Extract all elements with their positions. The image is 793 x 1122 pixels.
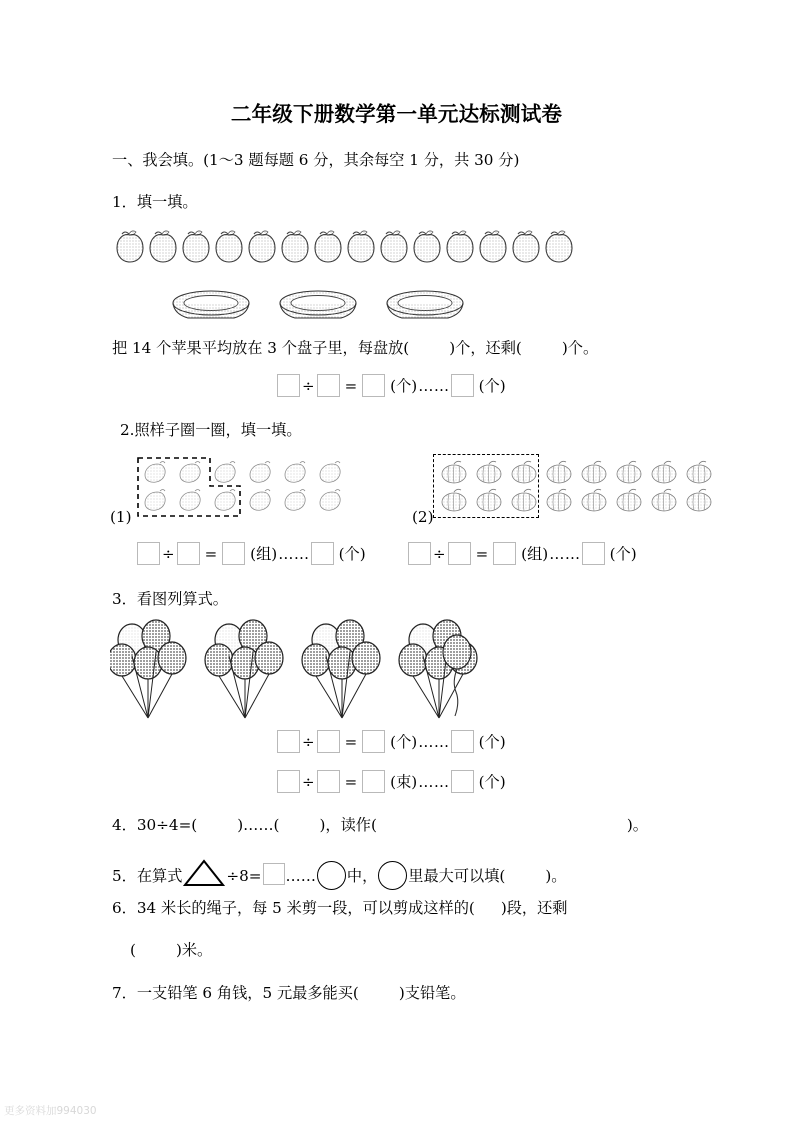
answer-box[interactable] — [277, 770, 300, 793]
pumpkin-icon — [647, 486, 682, 514]
question-6-line-1 — [112, 898, 568, 918]
q7-part-b: )支铅笔。 — [398, 984, 466, 1002]
equals-operator: = — [344, 772, 358, 791]
pumpkin-icon — [577, 458, 612, 486]
unit-label: (组) — [250, 545, 278, 563]
balloon-illustration — [110, 618, 500, 727]
plate-icon — [277, 286, 359, 326]
answer-box[interactable] — [317, 770, 340, 793]
unit-label: (个) — [478, 733, 506, 751]
unit-label: (束) — [390, 773, 418, 791]
answer-box[interactable] — [311, 542, 334, 565]
answer-box[interactable] — [277, 730, 300, 753]
group-1-dashed-outline — [134, 454, 354, 520]
q6-part-c: ( — [130, 941, 136, 959]
equals-operator: = — [475, 544, 489, 563]
ellipsis: …… — [549, 544, 581, 563]
answer-box[interactable] — [451, 730, 474, 753]
watermark-text: 更多资料加994030 — [4, 1105, 97, 1117]
apple-icon — [510, 228, 542, 264]
pumpkin-icon — [682, 486, 717, 514]
apple-icon — [114, 228, 146, 264]
equals-operator: = — [344, 376, 358, 395]
unit-label: (个) — [478, 773, 506, 791]
single-balloon — [435, 630, 485, 722]
answer-box[interactable] — [317, 374, 340, 397]
q7-part-a: 7．一支铅笔 6 角钱，5 元最多能买( — [112, 984, 359, 1002]
q1-sentence-part-b: )个，还剩( — [449, 339, 522, 357]
q5-part-b: ÷8= — [226, 867, 262, 885]
page-title: 二年级下册数学第一单元达标测试卷 — [230, 102, 563, 126]
answer-box[interactable] — [137, 542, 160, 565]
pumpkin-icon — [577, 486, 612, 514]
section-1-heading: 一、我会填。(1～3 题每题 6 分，其余每空 1 分，共 30 分) — [112, 151, 520, 169]
q4-part-c: )，读作( — [319, 816, 377, 834]
apple-icon — [147, 228, 179, 264]
question-1-sentence — [112, 338, 598, 358]
pumpkin-icon — [542, 458, 577, 486]
q4-part-b: )……( — [237, 816, 280, 834]
q6-part-d: )米。 — [175, 941, 213, 959]
apple-icon — [543, 228, 575, 264]
q5-part-a: 5．在算式 — [112, 867, 183, 885]
group-2-label: (2) — [412, 508, 434, 526]
equals-operator: = — [204, 544, 218, 563]
q5-part-f: )。 — [545, 867, 567, 885]
pumpkin-icon — [682, 458, 717, 486]
pumpkin-icon — [647, 458, 682, 486]
divide-operator: ÷ — [302, 732, 315, 751]
answer-box[interactable] — [451, 770, 474, 793]
divide-operator: ÷ — [302, 376, 315, 395]
apple-icon — [411, 228, 443, 264]
pumpkin-icon — [542, 486, 577, 514]
q5-part-d: 中， — [346, 867, 378, 885]
group-1-label: (1) — [110, 508, 132, 526]
q5-part-c: …… — [285, 867, 316, 885]
answer-box[interactable] — [362, 730, 385, 753]
divide-operator: ÷ — [433, 544, 446, 563]
apple-row — [114, 228, 575, 264]
ellipsis: …… — [418, 772, 450, 791]
answer-box[interactable] — [222, 542, 245, 565]
q4-part-a: 4．30÷4=( — [112, 816, 198, 834]
apple-icon — [345, 228, 377, 264]
circle-shape[interactable] — [378, 861, 407, 890]
answer-box[interactable] — [362, 374, 385, 397]
ellipsis: …… — [418, 732, 450, 751]
unit-label: (个) — [478, 377, 506, 395]
apple-icon — [279, 228, 311, 264]
apple-icon — [246, 228, 278, 264]
answer-box[interactable] — [362, 770, 385, 793]
ellipsis: …… — [418, 376, 450, 395]
plate-icon — [384, 286, 466, 326]
question-2-equation-2 — [408, 542, 637, 565]
answer-box[interactable] — [582, 542, 605, 565]
apple-icon — [477, 228, 509, 264]
apple-icon — [312, 228, 344, 264]
q4-part-d: )。 — [626, 816, 648, 834]
question-1-heading: 1．填一填。 — [112, 193, 198, 211]
plate-icon — [170, 286, 252, 326]
answer-box[interactable] — [317, 730, 340, 753]
q6-part-b: )段，还剩 — [500, 899, 568, 917]
pumpkin-icon — [612, 486, 647, 514]
ellipsis: …… — [278, 544, 310, 563]
divide-operator: ÷ — [302, 772, 315, 791]
question-2-equation-1 — [137, 542, 366, 565]
answer-box[interactable] — [493, 542, 516, 565]
unit-label: (个) — [390, 733, 418, 751]
equals-operator: = — [344, 732, 358, 751]
question-3-equation-1 — [277, 730, 506, 753]
answer-box[interactable] — [408, 542, 431, 565]
divide-operator: ÷ — [162, 544, 175, 563]
unit-label: (组) — [521, 545, 549, 563]
unit-label: (个) — [338, 545, 366, 563]
q1-sentence-part-a: 把 14 个苹果平均放在 3 个盘子里，每盘放( — [112, 339, 410, 357]
question-4 — [112, 815, 648, 835]
apple-icon — [180, 228, 212, 264]
unit-label: (个) — [390, 377, 418, 395]
question-5 — [112, 858, 566, 890]
q5-part-e: 里最大可以填( — [408, 867, 506, 885]
triangle-shape[interactable] — [183, 858, 225, 888]
answer-box[interactable] — [448, 542, 471, 565]
square-answer-box[interactable] — [263, 863, 285, 885]
question-3-equation-2 — [277, 770, 506, 793]
unit-label: (个) — [609, 545, 637, 563]
question-7 — [112, 983, 466, 1003]
answer-box[interactable] — [277, 374, 300, 397]
q6-part-a: 6．34 米长的绳子，每 5 米剪一段，可以剪成这样的( — [112, 899, 475, 917]
question-6-line-2 — [130, 940, 212, 960]
answer-box[interactable] — [177, 542, 200, 565]
question-2-heading: 2.照样子圈一圈，填一填。 — [120, 421, 302, 439]
q1-sentence-part-c: )个。 — [561, 339, 599, 357]
question-1-equation — [277, 374, 506, 397]
apple-icon — [213, 228, 245, 264]
apple-icon — [444, 228, 476, 264]
pumpkin-icon — [612, 458, 647, 486]
group-2-dashed-outline — [433, 454, 539, 518]
circle-shape[interactable] — [317, 861, 346, 890]
question-3-heading: 3．看图列算式。 — [112, 590, 228, 608]
plate-row — [170, 286, 466, 326]
apple-icon — [378, 228, 410, 264]
answer-box[interactable] — [451, 374, 474, 397]
